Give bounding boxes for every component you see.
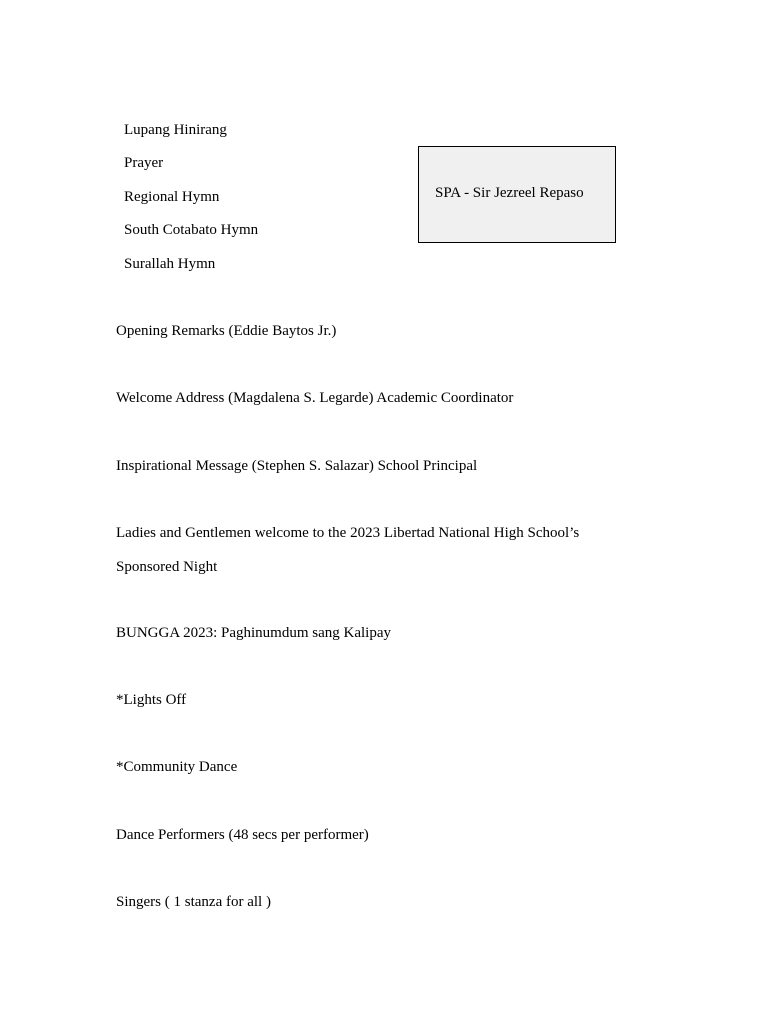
spa-callout-box [418,146,616,243]
community-dance-note: *Community Dance [116,759,238,775]
opening-remarks: Opening Remarks (Eddie Baytos Jr.) [116,323,337,339]
welcome-line-2: Sponsored Night [116,559,218,575]
inspirational-message: Inspirational Message (Stephen S. Salazar) School Principal [116,458,478,474]
spa-callout-text: SPA - Sir Jezreel Repaso [435,185,584,201]
welcome-line-1: Ladies and Gentlemen welcome to the 2023 Libertad National High School’s [116,525,580,541]
anthem-item-regional-hymn: Regional Hymn [124,189,220,205]
welcome-address: Welcome Address (Magdalena S. Legarde) Academic Coordinator [116,390,514,406]
anthem-item-south-cotabato-hymn: South Cotabato Hymn [124,222,259,238]
dance-performers: Dance Performers (48 secs per performer) [116,827,369,843]
lights-off-note: *Lights Off [116,692,187,708]
event-title: BUNGGA 2023: Paghinumdum sang Kalipay [116,625,391,641]
anthem-item-prayer: Prayer [124,155,164,171]
anthem-item-surallah-hymn: Surallah Hymn [124,256,216,272]
anthem-item-lupang-hinirang: Lupang Hinirang [124,122,227,138]
singers: Singers ( 1 stanza for all ) [116,894,271,910]
